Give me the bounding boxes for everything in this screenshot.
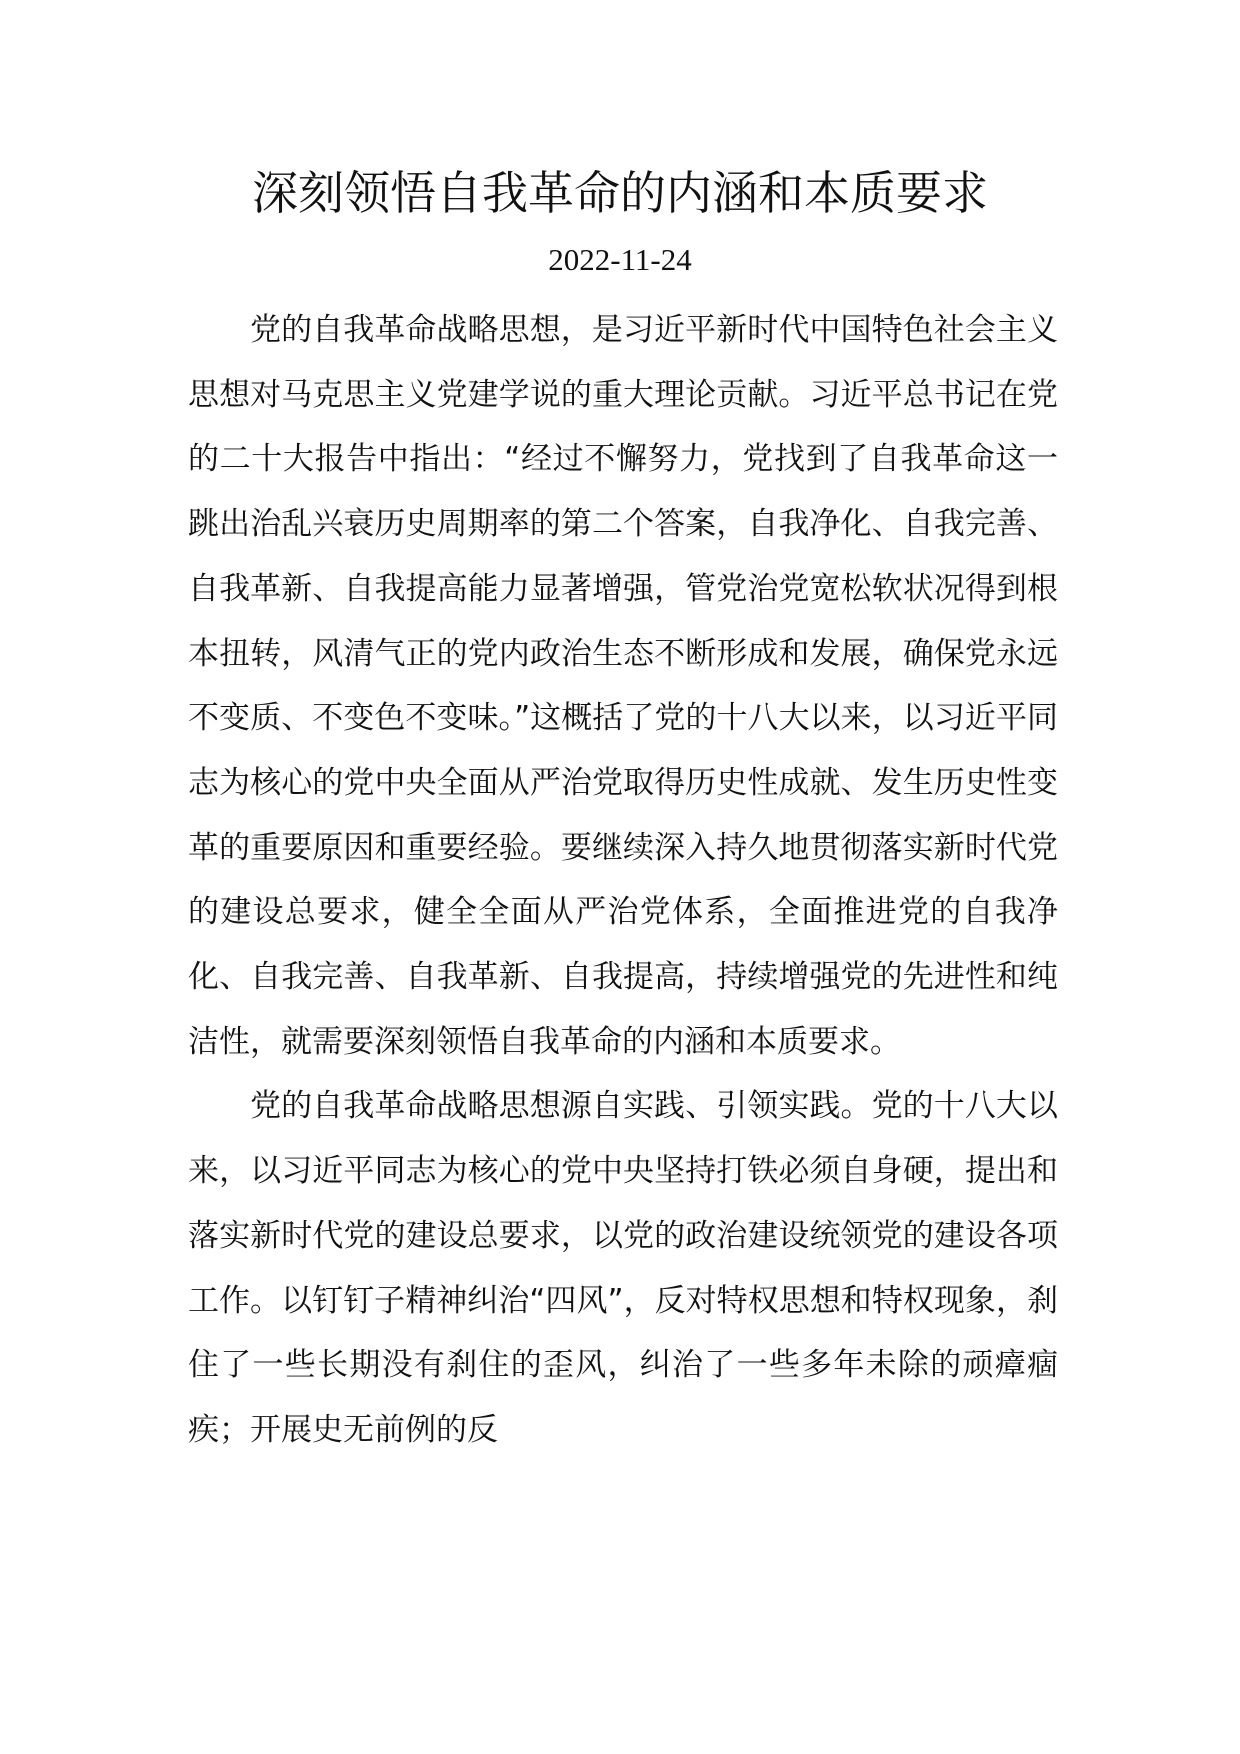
document-body <box>188 298 1058 1463</box>
paragraph-2: 党的自我革命战略思想源自实践、引领实践。党的十八大以来，以习近平同志为核心的党中央坚持打铁必须自身硬，提出和落实新时代党的建设总要求，以党的政治建设统领党的建设各项工作。以钉钉子精神纠治“四风”，反对特权思想和特权现象，刹住了一些长期没有刹住的歪风，纠治了一些多年未除的顽瘴痼疾；开展史无前例的反 <box>188 1088 1058 1448</box>
document-date: 2022-11-24 <box>548 242 692 277</box>
document-title: 深刻领悟自我革命的内涵和本质要求 <box>252 166 988 220</box>
paragraph-1: 党的自我革命战略思想，是习近平新时代中国特色社会主义思想对马克思主义党建学说的重大理论贡献。习近平总书记在党的二十大报告中指出：“经过不懈努力，党找到了自我革命这一跳出治乱兴衰历史周期率的第二个答案，自我净化、自我完善、自我革新、自我提高能力显著增强，管党治党宽松软状况得到根本扭转，风清气正的党内政治生态不断形成和发展，确保党永远不变质、不变色不变味。”这概括了党的十八大以来，以习近平同志为核心的党中央全面从严治党取得历史性成就、发生历史性变革的重要原因和重要经验。要继续深入持久地贯彻落实新时代党的建设总要求，健全全面从严治党体系，全面推进党的自我净化、自我完善、自我革新、自我提高，持续增强党的先进性和纯洁性，就需要深刻领悟自我革命的内涵和本质要求。 <box>188 312 1058 1060</box>
